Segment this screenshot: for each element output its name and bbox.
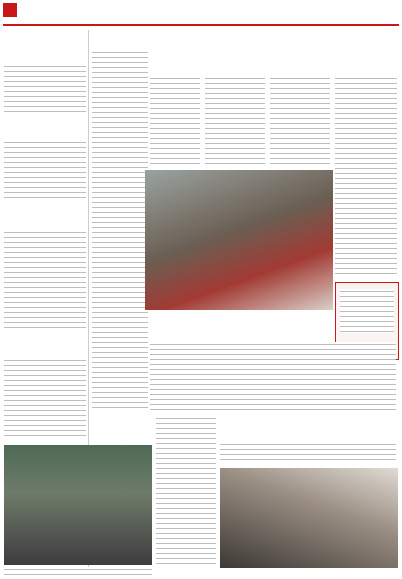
story-col-b	[205, 76, 265, 166]
market-photo	[145, 170, 333, 310]
calligraphy-title[interactable]	[336, 283, 398, 286]
calligraphy-body	[340, 289, 394, 333]
mid-body	[150, 342, 396, 410]
bottom-body	[220, 442, 396, 464]
bottom-col-a	[156, 416, 216, 566]
column-2-body	[92, 50, 148, 410]
bottom-right-photo	[220, 468, 398, 568]
left-body-2	[4, 140, 86, 200]
left-body-4	[4, 358, 86, 438]
story-col-d	[335, 76, 397, 276]
left-body-3	[4, 230, 86, 330]
story-col-a	[150, 76, 200, 166]
bottom-left-caption	[4, 567, 152, 575]
masthead-rule	[3, 24, 399, 26]
story-col-c	[270, 76, 330, 166]
bottom-left-photo	[4, 445, 152, 565]
page-number	[3, 3, 17, 17]
left-body-1	[4, 64, 86, 112]
